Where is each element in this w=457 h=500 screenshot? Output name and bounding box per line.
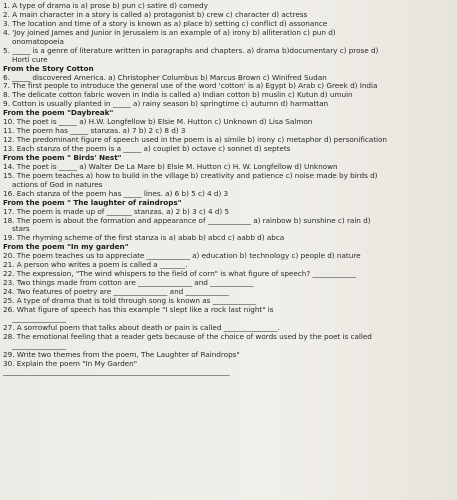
question-continuation: stars [12,225,30,234]
question-line: 2. A main character in a story is called a) protagonist b) crew c) character d) actress [3,10,308,19]
question-list [3,2,455,377]
question-continuation: _______________ [12,314,66,323]
question-line: 30. Explain the poem "In My Garden" [3,359,137,368]
question-line: 3. The location and time of a story is known as a) place b) setting c) conflict d) assonance [3,19,328,28]
question-line: 25. A type of drama that is told through song is known as ____________ [3,296,256,305]
question-line: 12. The predominant figure of speech used in the poem is a) simile b) irony c) metaphor d) personification [3,136,387,145]
section-heading: From the poem " Birds' Nest" [3,153,122,162]
question-line: 10. The poet is _____ a) H.W. Longfellow b) Elsie M. Hutton c) Unknown d) Lisa Salmon [3,118,313,127]
question-line: 8. The delicate cotton fabric woven in India is called a) Indian cotton b) muslin c) Kutun d) umuin [3,91,353,100]
question-line: 4. 'Joy joined James and Junior in Jerusalem is an example of a) irony b) alliteration c) pun d) [3,28,336,37]
question-line: 16. Each stanza of the poem has _____ lines. a) 6 b) 5 c) 4 d) 3 [3,189,229,198]
section-heading: From the Story Cotton [3,64,94,73]
question-line: 24. Two features of poetry are _______________ and ____________ [3,288,229,296]
question-line: 28. The emotional feeling that a reader gets because of the choice of words used by the poet is called [3,332,372,341]
question-line: 26. What figure of speech has this example "I slept like a rock last night" is [3,305,274,314]
question-line: 14. The poet is _____ a) Walter De La Mare b) Elsie M. Hutton c) H. W. Longfellow d) Unknown [3,162,338,171]
question-continuation: Horti cure [12,55,48,64]
question-line: 1. A type of drama is a) prose b) pun c) satire d) comedy [3,2,208,10]
question-line: 6. _____ discovered America. a) Christopher Columbus b) Marcus Brown c) Winifred Sudan [3,73,327,82]
question-line: 5. _____ is a genre of literature written in paragraphs and chapters. a) drama b)documentary c) prose d) [3,46,379,55]
question-continuation: _______________ [12,341,66,350]
section-heading: From the poem "Daybreak" [3,109,114,118]
question-line: 23. Two things made from cotton are _______________ and ____________ [3,279,254,288]
section-heading: From the poem "In my garden" [3,243,129,252]
question-line: 22. The expression, "The wind whispers to the field of corn" is what figure of speech? ____________ [3,270,356,279]
section-heading: From the poem " The laughter of raindrops" [3,198,182,207]
question-continuation: actions of God in natures [12,180,103,189]
question-line: 27. A sorrowful poem that talks about death or pain is called _______________. [3,323,280,332]
question-line: _______________________________________________________________ [3,368,230,377]
question-line: 9. Cotton is usually planted in _____ a) rainy season b) springtime c) autumn d) harmattan [3,100,329,109]
question-line: 11. The poem has _____ stanzas. a) 7 b) 2 c) 8 d) 3 [3,127,186,136]
question-line: 29. Write two themes from the poem, The Laughter of Raindrops" [3,350,240,359]
question-line: 19. The rhyming scheme of the first stanza is a) abab b) abcd c) aabb d) abca [3,234,285,243]
question-line: 7. The first people to introduce the general use of the word 'cotton' is a) Egypt b) Arab c) Greek d) India [3,82,378,91]
question-continuation: onomatopoeia [12,37,64,46]
question-line: 17. The poem is made up of _______ stanzas. a) 2 b) 3 c) 4 d) 5 [3,207,230,216]
question-line: 20. The poem teaches us to appreciate ____________ a) education b) technology c) people d) nature [3,252,361,261]
question-line: 18. The poem is about the formation and appearance of ____________ a) rainbow b) sunshine c) rain d) [3,216,371,225]
question-line: 15. The poem teaches a) how to build in the village b) creativity and patience c) noise made by birds d) [3,171,378,180]
question-line: 21. A person who writes a poem is called a _______. [3,261,188,270]
question-line: 13. Each stanza of the poem is a _____ a) couplet b) octave c) sonnet d) septets [3,145,291,153]
